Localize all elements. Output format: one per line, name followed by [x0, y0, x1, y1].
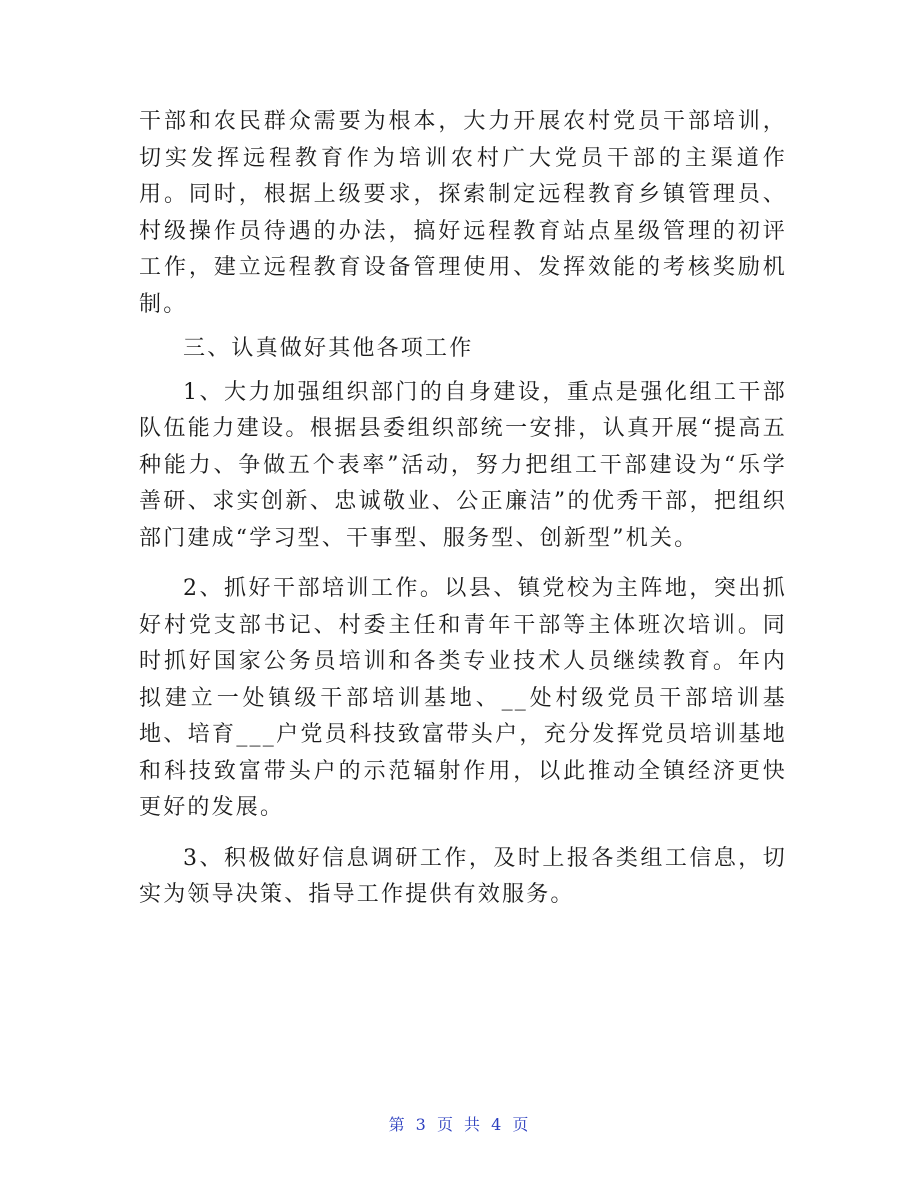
- page-number-footer: 第 3 页 共 4 页: [388, 1115, 532, 1134]
- document-body: [139, 104, 787, 914]
- section-heading: 三、认真做好其他各项工作: [183, 336, 474, 361]
- paragraph-item-2: 2、抓好干部培训工作。以县、镇党校为主阵地，突出抓好村党支部书记、村委主任和青年干部等主体班次培训。同时抓好国家公务员培训和各类专业技术人员继续教育。年内拟建立一处镇级干部培训基地、__处村级党员干部培训基地、培育___户党员科技致富带头户，充分发挥党员培训基地和科技致富带头户的示范辐射作用，以此推动全镇经济更快更好的发展。: [139, 576, 787, 820]
- paragraph-continuation: 干部和农民群众需要为根本，大力开展农村党员干部培训，切实发挥远程教育作为培训农村广大党员干部的主渠道作用。同时，根据上级要求，探索制定远程教育乡镇管理员、村级操作员待遇的办法，搞好远程教育站点星级管理的初评工作，建立远程教育设备管理使用、发挥效能的考核奖励机制。: [139, 109, 787, 317]
- paragraph-item-1: 1、大力加强组织部门的自身建设，重点是强化组工干部队伍能力建设。根据县委组织部统一安排，认真开展“提高五种能力、争做五个表率”活动，努力把组工干部建设为“乐学善研、求实创新、忠诚敬业、公正廉洁”的优秀干部，把组织部门建成“学习型、干事型、服务型、创新型”机关。: [139, 379, 787, 551]
- paragraph-item-3: 3、积极做好信息调研工作，及时上报各类组工信息，切实为领导决策、指导工作提供有效服务。: [139, 845, 787, 907]
